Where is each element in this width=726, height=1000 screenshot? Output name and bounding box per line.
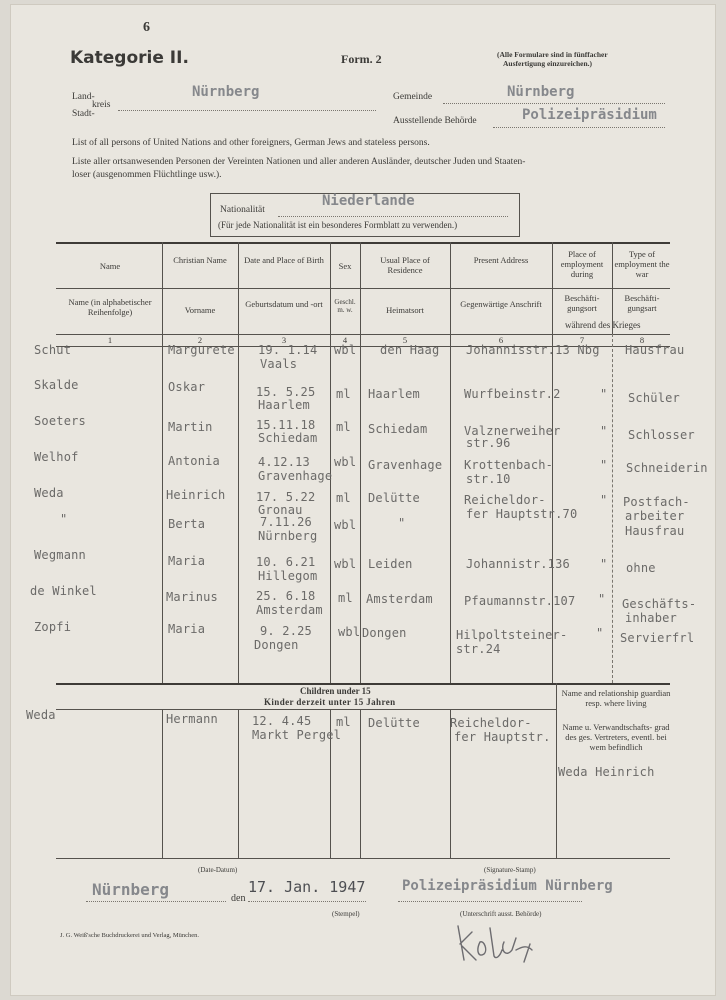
child-col-rule-1 bbox=[162, 709, 163, 858]
child-guardian: Weda Heinrich bbox=[558, 765, 655, 779]
row-3-birth-place: Schiedam bbox=[258, 431, 318, 445]
landkreis-value: Nürnberg bbox=[192, 84, 260, 100]
col-4-number: 4 bbox=[342, 335, 348, 345]
row-3-first-name: Martin bbox=[168, 420, 213, 434]
children-title-en: Children under 15 bbox=[300, 686, 371, 696]
gemeinde-label: Gemeinde bbox=[393, 92, 433, 102]
intro-german-2: loser (ausgenommen Flüchtlinge usw.). bbox=[72, 170, 222, 180]
date-stamp: 17. Jan. 1947 bbox=[248, 878, 366, 896]
gemeinde-value: Nürnberg bbox=[507, 84, 575, 100]
col-6-header-en: Present Address bbox=[473, 255, 529, 265]
row-9-birth-place: Dongen bbox=[254, 638, 299, 652]
row-5-job: Postfach- bbox=[623, 495, 690, 509]
row-1-job: Hausfrau bbox=[625, 343, 685, 357]
row-7-first-name: Maria bbox=[168, 554, 206, 568]
col-2-header-en: Christian Name bbox=[173, 255, 227, 265]
guardian-header-de: Name u. Verwandtschafts- grad des ges. Vertreters, eventl. bei wem befindlich bbox=[562, 722, 670, 752]
row-1-residence: den Haag bbox=[380, 343, 440, 357]
row-3-sex: ml bbox=[336, 420, 351, 434]
child-col-rule-6 bbox=[556, 683, 557, 858]
row-9-sex: wbl bbox=[338, 625, 361, 639]
row-6-job: Hausfrau bbox=[625, 524, 685, 538]
landkreis-label-land: Land- bbox=[72, 92, 95, 102]
row-2-first-name: Oskar bbox=[168, 380, 206, 394]
col-rule-5 bbox=[450, 242, 451, 683]
row-4-residence: Gravenhage bbox=[368, 458, 443, 472]
row-8-name: de Winkel bbox=[30, 584, 97, 598]
row-7-job: ohne bbox=[626, 561, 656, 575]
row-7-birth-place: Hillegom bbox=[258, 569, 318, 583]
row-9-residence: Dongen bbox=[362, 626, 407, 640]
col-8-header-de: Beschäfti- gungsart bbox=[624, 293, 660, 313]
guardian-header-en: Name and relationship guardian resp. where living bbox=[561, 688, 671, 708]
row-1-sex: wbl bbox=[334, 343, 357, 357]
col-7-header-en: Place of employment during bbox=[560, 249, 604, 279]
row-1-first-name: Margurete bbox=[168, 343, 235, 357]
row-8-first-name: Marinus bbox=[166, 590, 218, 604]
row-2-birth-place: Haarlem bbox=[258, 398, 310, 412]
row-7-place: " bbox=[600, 557, 608, 571]
landkreis-label-kreis: kreis bbox=[92, 100, 111, 110]
col-rule-4 bbox=[360, 242, 361, 683]
landkreis-line bbox=[118, 110, 376, 111]
children-top-rule bbox=[56, 683, 670, 685]
form-number: Form. 2 bbox=[341, 52, 382, 66]
row-9-job: Servierfrl bbox=[620, 631, 695, 645]
row-5-address: Reicheldor- bbox=[464, 493, 546, 507]
child-name: Weda bbox=[26, 708, 56, 722]
page-number: 6 bbox=[143, 20, 150, 35]
col-rule-3 bbox=[330, 242, 331, 683]
row-9-place: " bbox=[596, 626, 604, 640]
col-rule-1 bbox=[162, 242, 163, 683]
row-1-birth-place: Vaals bbox=[260, 357, 298, 371]
place-stamp: Nürnberg bbox=[92, 880, 170, 899]
gemeinde-line bbox=[443, 103, 665, 104]
col-8-header-en: Type of employment the war bbox=[614, 249, 670, 279]
row-4-birth-date: 4.12.13 bbox=[258, 455, 310, 469]
nationality-note: (Für jede Nationalität ist ein besonderes Formblatt zu verwenden.) bbox=[218, 220, 458, 230]
child-residence: Delütte bbox=[368, 716, 420, 730]
date-line bbox=[248, 901, 366, 902]
intro-german-1: Liste aller ortsanwesenden Personen der Vereinten Nationen und aller anderen Ausländer, deutscher Juden und Staaten- bbox=[72, 157, 526, 167]
row-9-name: Zopfi bbox=[34, 620, 72, 634]
col-5-header-de: Heimatsort bbox=[386, 305, 424, 315]
col-2-number: 2 bbox=[197, 335, 203, 345]
stempel-label: (Stempel) bbox=[332, 910, 360, 918]
row-3-job: Schlosser bbox=[628, 428, 695, 442]
col-1-header-de: Name (in alphabetischer Reihenfolge) bbox=[68, 297, 152, 317]
col-rule-2 bbox=[238, 242, 239, 683]
child-sex: ml bbox=[336, 715, 351, 729]
row-9-birth-date: 9. 2.25 bbox=[260, 624, 312, 638]
table-bottom-rule bbox=[56, 858, 670, 859]
table-top-rule bbox=[56, 242, 670, 244]
authority-line bbox=[493, 127, 665, 128]
row-5-residence: Delütte bbox=[368, 491, 420, 505]
row-5-birth-date: 17. 5.22 bbox=[256, 490, 316, 504]
col-1-header-en: Name bbox=[99, 261, 121, 271]
row-8-job-2: inhaber bbox=[625, 611, 677, 625]
col-3-number: 3 bbox=[281, 335, 287, 345]
child-col-rule-4 bbox=[360, 709, 361, 858]
submission-note-2: Ausfertigung einzureichen.) bbox=[503, 59, 593, 68]
col-5-number: 5 bbox=[402, 335, 408, 345]
row-5-sex: ml bbox=[336, 491, 351, 505]
category-title: Kategorie II. bbox=[70, 48, 189, 68]
form-sheet bbox=[10, 4, 716, 996]
row-7-birth-date: 10. 6.21 bbox=[256, 555, 316, 569]
row-8-residence: Amsterdam bbox=[366, 592, 433, 606]
nationality-line bbox=[278, 216, 508, 217]
row-6-sex: wbl bbox=[334, 518, 357, 532]
col-1-number: 1 bbox=[107, 335, 113, 345]
war-period-label: während des Krieges bbox=[565, 320, 641, 330]
row-6-birth-date: 7.11.26 bbox=[260, 515, 312, 529]
col-3-header-de: Geburtsdatum und -ort bbox=[245, 299, 323, 309]
row-7-sex: wbl bbox=[334, 557, 357, 571]
row-1-address: Johannisstr.13 Nbg bbox=[466, 343, 600, 357]
row-5-place: " bbox=[600, 493, 608, 507]
children-header-rule bbox=[56, 709, 556, 710]
child-address-2: fer Hauptstr. bbox=[454, 730, 551, 744]
row-4-address-2: str.10 bbox=[466, 472, 511, 486]
row-6-birth-place: Nürnberg bbox=[258, 529, 318, 543]
row-2-residence: Haarlem bbox=[368, 387, 420, 401]
child-address: Reicheldor- bbox=[450, 716, 532, 730]
row-7-name: Wegmann bbox=[34, 548, 86, 562]
col-6-number: 6 bbox=[498, 335, 504, 345]
row-9-first-name: Maria bbox=[168, 622, 206, 636]
row-7-address: Johannistr.136 bbox=[466, 557, 570, 571]
row-2-address: Wurfbeinstr.2 bbox=[464, 387, 561, 401]
col-8-number: 8 bbox=[639, 335, 645, 345]
row-9-address-2: str.24 bbox=[456, 642, 501, 656]
nationality-label: Nationalität bbox=[220, 205, 265, 215]
authority-stamp: Polizeipräsidium Nürnberg bbox=[402, 878, 613, 894]
row-3-address: Valznerweiher bbox=[464, 424, 561, 438]
row-6-residence: " bbox=[398, 516, 406, 530]
col-5-header-en: Usual Place of Residence bbox=[380, 255, 430, 275]
signature-stamp-label: (Signature-Stamp) bbox=[484, 866, 536, 874]
child-first-name: Hermann bbox=[166, 712, 218, 726]
row-3-place: " bbox=[600, 424, 608, 438]
header-rule-1 bbox=[56, 288, 670, 289]
printer-imprint: J. G. Weiß'sche Buchdruckerei und Verlag, München. bbox=[60, 932, 200, 939]
row-2-job: Schüler bbox=[628, 391, 680, 405]
row-4-birth-place: Gravenhage bbox=[258, 469, 333, 483]
row-4-place: " bbox=[600, 458, 608, 472]
date-label: (Date-Datum) bbox=[198, 866, 238, 874]
row-5-job-2: arbeiter bbox=[625, 509, 685, 523]
col-6-header-de: Gegenwärtige Anschrift bbox=[460, 299, 542, 309]
row-2-place: " bbox=[600, 387, 608, 401]
col-4-header-en: Sex bbox=[338, 261, 352, 271]
unterschrift-label: (Unterschrift ausst. Behörde) bbox=[460, 910, 542, 918]
child-col-rule-2 bbox=[238, 709, 239, 858]
intro-english: List of all persons of United Nations and other foreigners, German Jews and stateless persons. bbox=[72, 138, 430, 148]
row-4-job: Schneiderin bbox=[626, 461, 708, 475]
row-2-name: Skalde bbox=[34, 378, 79, 392]
authority-label: Ausstellende Behörde bbox=[393, 116, 477, 126]
row-1-birth-date: 19. 1.14 bbox=[258, 343, 318, 357]
authority-value: Polizeipräsidium bbox=[522, 107, 657, 123]
children-title-de: Kinder derzeit unter 15 Jahren bbox=[264, 697, 396, 707]
row-5-address-2: fer Hauptstr.70 bbox=[466, 507, 578, 521]
row-8-sex: ml bbox=[338, 591, 353, 605]
row-2-birth-date: 15. 5.25 bbox=[256, 385, 316, 399]
row-5-first-name: Heinrich bbox=[166, 488, 226, 502]
den-label: den bbox=[231, 893, 246, 904]
row-1-name: Schut bbox=[34, 343, 72, 357]
nationality-value: Niederlande bbox=[322, 193, 415, 209]
row-4-first-name: Antonia bbox=[168, 454, 220, 468]
row-6-name: " bbox=[60, 512, 68, 526]
row-4-sex: wbl bbox=[334, 455, 357, 469]
col-7-header-de: Beschäfti- gungsort bbox=[564, 293, 600, 313]
row-3-name: Soeters bbox=[34, 414, 86, 428]
child-col-rule-5 bbox=[450, 709, 451, 858]
row-8-place: " bbox=[598, 592, 606, 606]
row-6-first-name: Berta bbox=[168, 517, 206, 531]
row-5-name: Weda bbox=[34, 486, 64, 500]
row-5-birth-place: Gronau bbox=[258, 503, 303, 517]
row-3-residence: Schiedam bbox=[368, 422, 428, 436]
row-8-address: Pfaumannstr.107 bbox=[464, 594, 576, 608]
row-4-address: Krottenbach- bbox=[464, 458, 554, 472]
row-8-birth-date: 25. 6.18 bbox=[256, 589, 316, 603]
col-7-number: 7 bbox=[579, 335, 585, 345]
row-3-address-2: str.96 bbox=[466, 436, 511, 450]
row-4-name: Welhof bbox=[34, 450, 79, 464]
row-7-residence: Leiden bbox=[368, 557, 413, 571]
submission-note-1: (Alle Formulare sind in fünffacher bbox=[497, 50, 608, 59]
landkreis-label-stadt: Stadt- bbox=[72, 109, 95, 119]
child-birth-place: Markt Pergel bbox=[252, 728, 342, 742]
header-rule-2 bbox=[56, 334, 670, 335]
col-rule-7-lower bbox=[612, 334, 613, 683]
col-2-header-de: Vorname bbox=[184, 305, 216, 315]
row-3-birth-date: 15.11.18 bbox=[256, 418, 316, 432]
stamp-line bbox=[398, 901, 582, 902]
row-9-address: Hilpoltsteiner- bbox=[456, 628, 568, 642]
col-4-header-de: Geschl. m. w. bbox=[334, 298, 356, 315]
row-8-job: Geschäfts- bbox=[622, 597, 697, 611]
row-2-sex: ml bbox=[336, 387, 351, 401]
child-birth-date: 12. 4.45 bbox=[252, 714, 312, 728]
place-line bbox=[86, 901, 226, 902]
handwritten-signature bbox=[450, 920, 540, 966]
col-3-header-en: Date and Place of Birth bbox=[244, 255, 324, 265]
row-8-birth-place: Amsterdam bbox=[256, 603, 323, 617]
